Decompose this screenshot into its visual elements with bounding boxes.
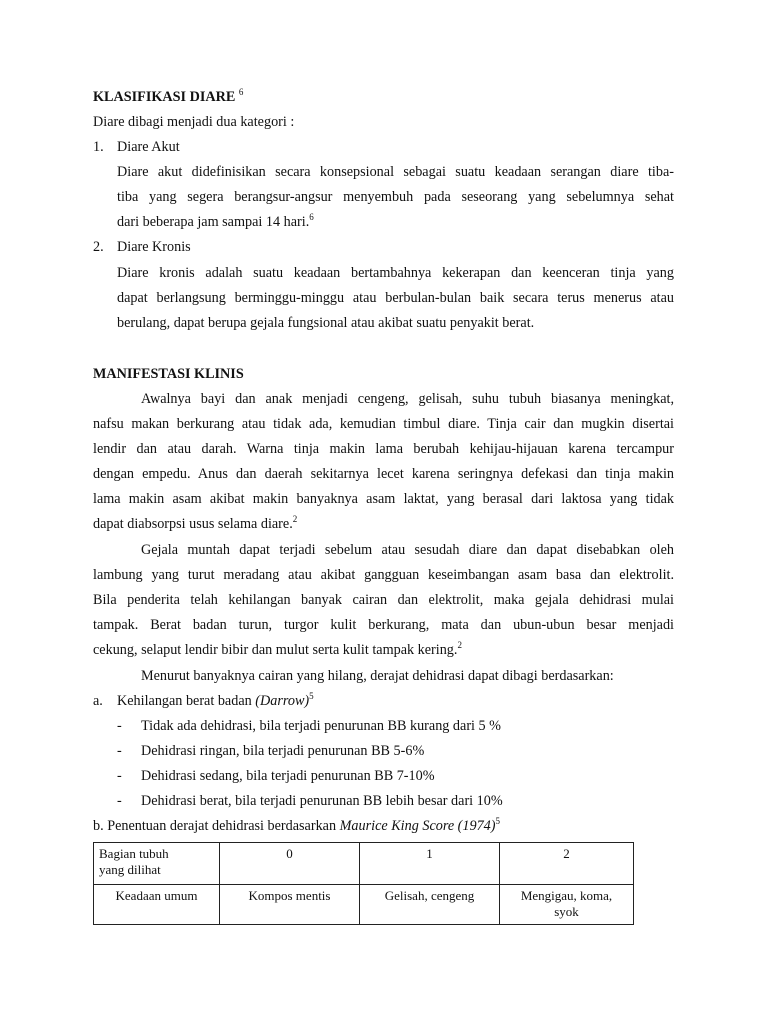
table-cell: Kompos mentis: [220, 885, 360, 925]
bullet-dash: -: [117, 718, 122, 734]
section-heading-manifestasi: MANIFESTASI KLINIS: [93, 366, 244, 382]
paragraph-line: Diare akut didefinisikan secara konsepsional sebagai suatu keadaan serangan diare tiba-: [117, 164, 674, 180]
list-number: 2.: [93, 239, 104, 255]
list-item-title: b. Penentuan derajat dehidrasi berdasarkan Maurice King Score $(1974)^5$: [93, 816, 501, 834]
section-heading-klasifikasi: KLASIFIKASI DIARE $^6$: [93, 87, 244, 105]
paragraph-line: lendir dan atau darah. Warna tinja makin lama berubah kehijau-hijauan karena tercampur: [93, 441, 674, 457]
table-cell: Keadaan umum: [94, 885, 220, 925]
paragraph-line: dapat diabsorpsi usus selama diare.$^2$: [93, 514, 298, 532]
paragraph-line: Awalnya bayi dan anak menjadi cengeng, gelisah, suhu tubuh biasanya meningkat,: [141, 391, 674, 407]
bullet-item: Dehidrasi berat, bila terjadi penurunan BB lebih besar dari 10%: [141, 793, 503, 809]
list-item-title: Diare Akut: [117, 139, 180, 155]
paragraph-line: tiba yang segera berangsur-angsur menyembuh pada seseorang yang sebelumnya sehat: [117, 189, 674, 205]
citation-reference: 5: [309, 691, 314, 701]
paragraph-line: dengan empedu. Anus dan daerah sekitarnya lecet karena seringnya defekasi dan tinja makin: [93, 466, 674, 482]
paragraph-line: tampak. Berat badan turun, turgor kulit berkurang, mata dan ubun-ubun besar menjadi: [93, 617, 674, 633]
heading-reference: 6: [238, 87, 244, 97]
table-header-cell: 0: [220, 843, 360, 885]
bullet-item: Tidak ada dehidrasi, bila terjadi penurunan BB kurang dari 5 %: [141, 718, 501, 734]
citation-reference: 6: [309, 212, 314, 222]
bullet-dash: -: [117, 743, 122, 759]
list-number: 1.: [93, 139, 104, 155]
list-item-title: Diare Kronis: [117, 239, 191, 255]
citation-reference: 2: [292, 514, 298, 524]
paragraph-line: lambung yang turut meradang atau akibat gangguan keseimbangan asam basa dan elektrolit.: [93, 567, 674, 583]
bullet-item: Dehidrasi ringan, bila terjadi penurunan BB 5-6%: [141, 743, 425, 759]
citation-reference: 5: [495, 816, 501, 826]
paragraph-line: Bila penderita telah kehilangan banyak cairan dan elektrolit, maka gejala dehidrasi mulai: [93, 592, 674, 608]
list-item-title: Kehilangan berat badan (Darrow)$^5$: [117, 691, 314, 709]
intro-text: Diare dibagi menjadi dua kategori :: [93, 114, 295, 130]
paragraph-line: dari beberapa jam sampai 14 hari.$^6$: [117, 212, 314, 230]
paragraph-line: nafsu makan berkurang atau tidak ada, kemudian timbul diare. Tinja cair dan mugkin disertai: [93, 416, 674, 432]
paragraph-line: Menurut banyaknya cairan yang hilang, derajat dehidrasi dapat dibagi berdasarkan:: [141, 668, 614, 684]
table-header-cell: 2: [500, 843, 634, 885]
list-label: a.: [93, 693, 103, 709]
table-header-cell: 1: [360, 843, 500, 885]
paragraph-line: Gejala muntah dapat terjadi sebelum atau sesudah diare dan dapat disebabkan oleh: [141, 542, 674, 558]
table-cell: Mengigau, koma, syok: [500, 885, 634, 925]
citation-reference: 2: [457, 640, 462, 650]
dehydration-score-table: [93, 842, 634, 925]
table-header-row: [94, 843, 634, 885]
table-row: [94, 885, 634, 925]
paragraph-line: cekung, selaput lendir bibir dan mulut serta kulit tampak kering.$^2$: [93, 640, 462, 658]
bullet-dash: -: [117, 793, 122, 809]
paragraph-line: lama makin asam akibat makin banyaknya asam laktat, yang berasal dari laktosa yang tidak: [93, 491, 674, 507]
paragraph-line: dapat berlangsung berminggu-minggu atau berbulan-bulan baik secara terus menerus atau: [117, 290, 674, 306]
bullet-item: Dehidrasi sedang, bila terjadi penurunan BB 7-10%: [141, 768, 435, 784]
table-header-cell: Bagian tubuh yang dilihat: [94, 843, 220, 885]
paragraph-line: Diare kronis adalah suatu keadaan bertambahnya kekerapan dan keenceran tinja yang: [117, 265, 674, 281]
paragraph-line: berulang, dapat berupa gejala fungsional atau akibat suatu penyakit berat.: [117, 315, 535, 331]
table-cell: Gelisah, cengeng: [360, 885, 500, 925]
bullet-dash: -: [117, 768, 122, 784]
